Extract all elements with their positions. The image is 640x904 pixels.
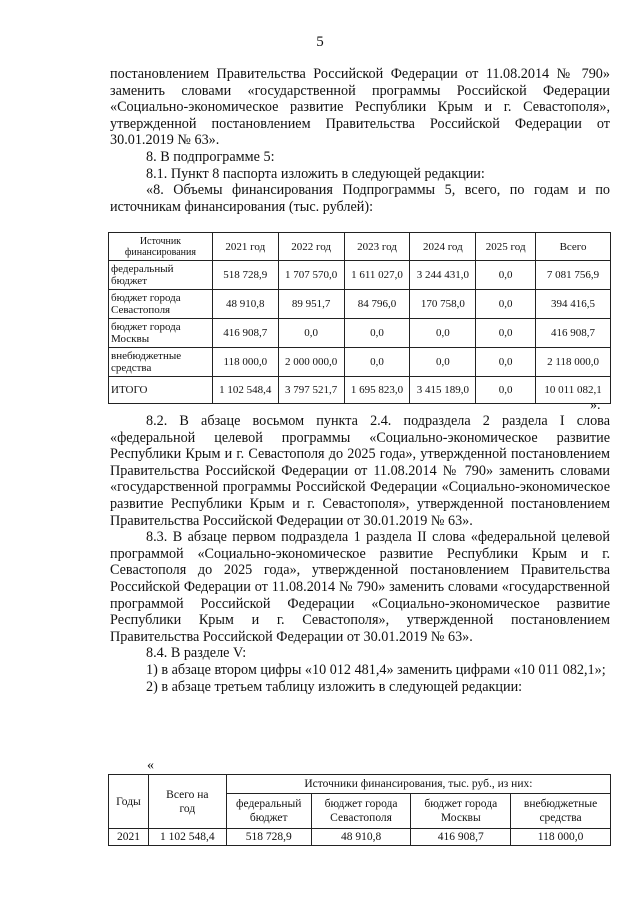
row-label: ИТОГО bbox=[109, 377, 213, 404]
column-header: внебюджетные средства bbox=[511, 794, 611, 829]
table-cell: 2021 bbox=[109, 829, 149, 846]
table-cell: 1 102 548,4 bbox=[212, 377, 278, 404]
table-cell: 3 797 521,7 bbox=[278, 377, 344, 404]
column-header: бюджет города Севастополя bbox=[311, 794, 411, 829]
column-header: Всего bbox=[536, 233, 611, 261]
row-label: внебюджетные средства bbox=[109, 348, 213, 377]
column-header: 2023 год bbox=[344, 233, 410, 261]
yearly-financing-table bbox=[108, 774, 611, 846]
row-label: бюджет города Москвы bbox=[109, 319, 213, 348]
table-cell: 0,0 bbox=[344, 319, 410, 348]
table-cell: 7 081 756,9 bbox=[536, 261, 611, 290]
table-cell: 518 728,9 bbox=[212, 261, 278, 290]
column-header: бюджет города Москвы bbox=[411, 794, 511, 829]
table-cell: 3 244 431,0 bbox=[410, 261, 476, 290]
paragraph-item-8: 8. В подпрограмме 5: bbox=[146, 148, 275, 165]
table-total-row bbox=[109, 377, 611, 404]
table-cell: 84 796,0 bbox=[344, 290, 410, 319]
table-cell: 0,0 bbox=[278, 319, 344, 348]
table-cell: 2 118 000,0 bbox=[536, 348, 611, 377]
table-cell: 0,0 bbox=[476, 319, 536, 348]
table-cell: 89 951,7 bbox=[278, 290, 344, 319]
paragraph-item-8-4: 8.4. В разделе V: bbox=[146, 645, 247, 662]
table-cell: 48 910,8 bbox=[311, 829, 411, 846]
column-header: 2021 год bbox=[212, 233, 278, 261]
table-row bbox=[109, 261, 611, 290]
table-cell: 518 728,9 bbox=[226, 829, 311, 846]
table-cell: 0,0 bbox=[476, 348, 536, 377]
column-header: 2025 год bbox=[476, 233, 536, 261]
table-cell: 416 908,7 bbox=[411, 829, 511, 846]
table-row bbox=[109, 319, 611, 348]
closing-quote: ». bbox=[590, 398, 601, 413]
paragraph-sub-2: 2) в абзаце третьем таблицу изложить в следующей редакции: bbox=[146, 678, 523, 695]
financing-table bbox=[108, 232, 611, 404]
table-cell: 1 707 570,0 bbox=[278, 261, 344, 290]
column-header: 2024 год bbox=[410, 233, 476, 261]
table-cell: 0,0 bbox=[476, 290, 536, 319]
table-cell: 118 000,0 bbox=[212, 348, 278, 377]
column-header: Источник финансирования bbox=[109, 233, 213, 261]
table-row bbox=[109, 829, 611, 846]
paragraph-sub-1: 1) в абзаце втором цифры «10 012 481,4» заменить цифрами «10 011 082,1»; bbox=[146, 661, 606, 678]
column-header: Всего на год bbox=[148, 775, 226, 829]
table-cell: 1 611 027,0 bbox=[344, 261, 410, 290]
table-cell: 118 000,0 bbox=[511, 829, 611, 846]
page-number: 5 bbox=[316, 34, 324, 50]
table-cell: 394 416,5 bbox=[536, 290, 611, 319]
paragraph-item-8-3: 8.3. В абзаце первом подраздела 1 раздела II слова «федеральной целевой программой «Социально-экономическое развитие Республики Крым и г. Севастополя до 2025 года», утвержденной постановлением Правительства Российской Федерации от 11.08.2014 № 790» заменить словами «государственной программой Российской Федерации «Социально-экономическое развитие Республики Крым и г. Севастополя», утвержденной постановлением Правительства Российской Федерации от 30.01.2019 № 63». bbox=[110, 529, 610, 645]
row-label: федеральный бюджет bbox=[109, 261, 213, 290]
opening-quote: « bbox=[147, 758, 154, 773]
table-cell: 1 102 548,4 bbox=[148, 829, 226, 846]
text-block-middle bbox=[110, 413, 610, 695]
table-cell: 0,0 bbox=[476, 261, 536, 290]
column-header: федеральный бюджет bbox=[226, 794, 311, 829]
row-label: бюджет города Севастополя bbox=[109, 290, 213, 319]
column-header: Годы bbox=[109, 775, 149, 829]
table-row bbox=[109, 290, 611, 319]
table-cell: 2 000 000,0 bbox=[278, 348, 344, 377]
table-cell: 10 011 082,1 bbox=[536, 377, 611, 404]
table-row bbox=[109, 348, 611, 377]
table-header-row bbox=[109, 775, 611, 794]
paragraph-item-8-2: 8.2. В абзаце восьмом пункта 2.4. подраздела 2 раздела I слова «федеральной целевой программы «Социально-экономическое развитие Республики Крым и г. Севастополя до 2025 года», утвержденной постановлением Правительства Российской Федерации от 11.08.2014 № 790» заменить словами «государственной программы Российской Федерации «Социально-экономическое развитие Республики Крым и г. Севастополя», утвержденной постановлением Правительства Российской Федерации от 30.01.2019 № 63». bbox=[110, 413, 610, 529]
table-cell: 0,0 bbox=[410, 348, 476, 377]
group-header: Источники финансирования, тыс. руб., из них: bbox=[226, 775, 610, 794]
paragraph-quote-8: «8. Объемы финансирования Подпрограммы 5, всего, по годам и по источникам финансирования (тыс. рублей): bbox=[110, 182, 610, 215]
table-header-row bbox=[109, 233, 611, 261]
text-block-top bbox=[110, 66, 610, 215]
column-header: 2022 год bbox=[278, 233, 344, 261]
paragraph-item-8-1: 8.1. Пункт 8 паспорта изложить в следующей редакции: bbox=[146, 165, 485, 182]
table-cell: 416 908,7 bbox=[536, 319, 611, 348]
table-cell: 170 758,0 bbox=[410, 290, 476, 319]
table-cell: 3 415 189,0 bbox=[410, 377, 476, 404]
table-cell: 0,0 bbox=[476, 377, 536, 404]
table-cell: 0,0 bbox=[410, 319, 476, 348]
paragraph-continuation: постановлением Правительства Российской Федерации от 11.08.2014 № 790» заменить словами «государственной программы Российской Федерации «Социально-экономическое развитие Республики Крым и г. Севастополя», утвержденной постановлением Правительства Российской Федерации от 30.01.2019 № 63». bbox=[110, 66, 610, 149]
table-cell: 416 908,7 bbox=[212, 319, 278, 348]
table-cell: 48 910,8 bbox=[212, 290, 278, 319]
table-cell: 1 695 823,0 bbox=[344, 377, 410, 404]
table-cell: 0,0 bbox=[344, 348, 410, 377]
